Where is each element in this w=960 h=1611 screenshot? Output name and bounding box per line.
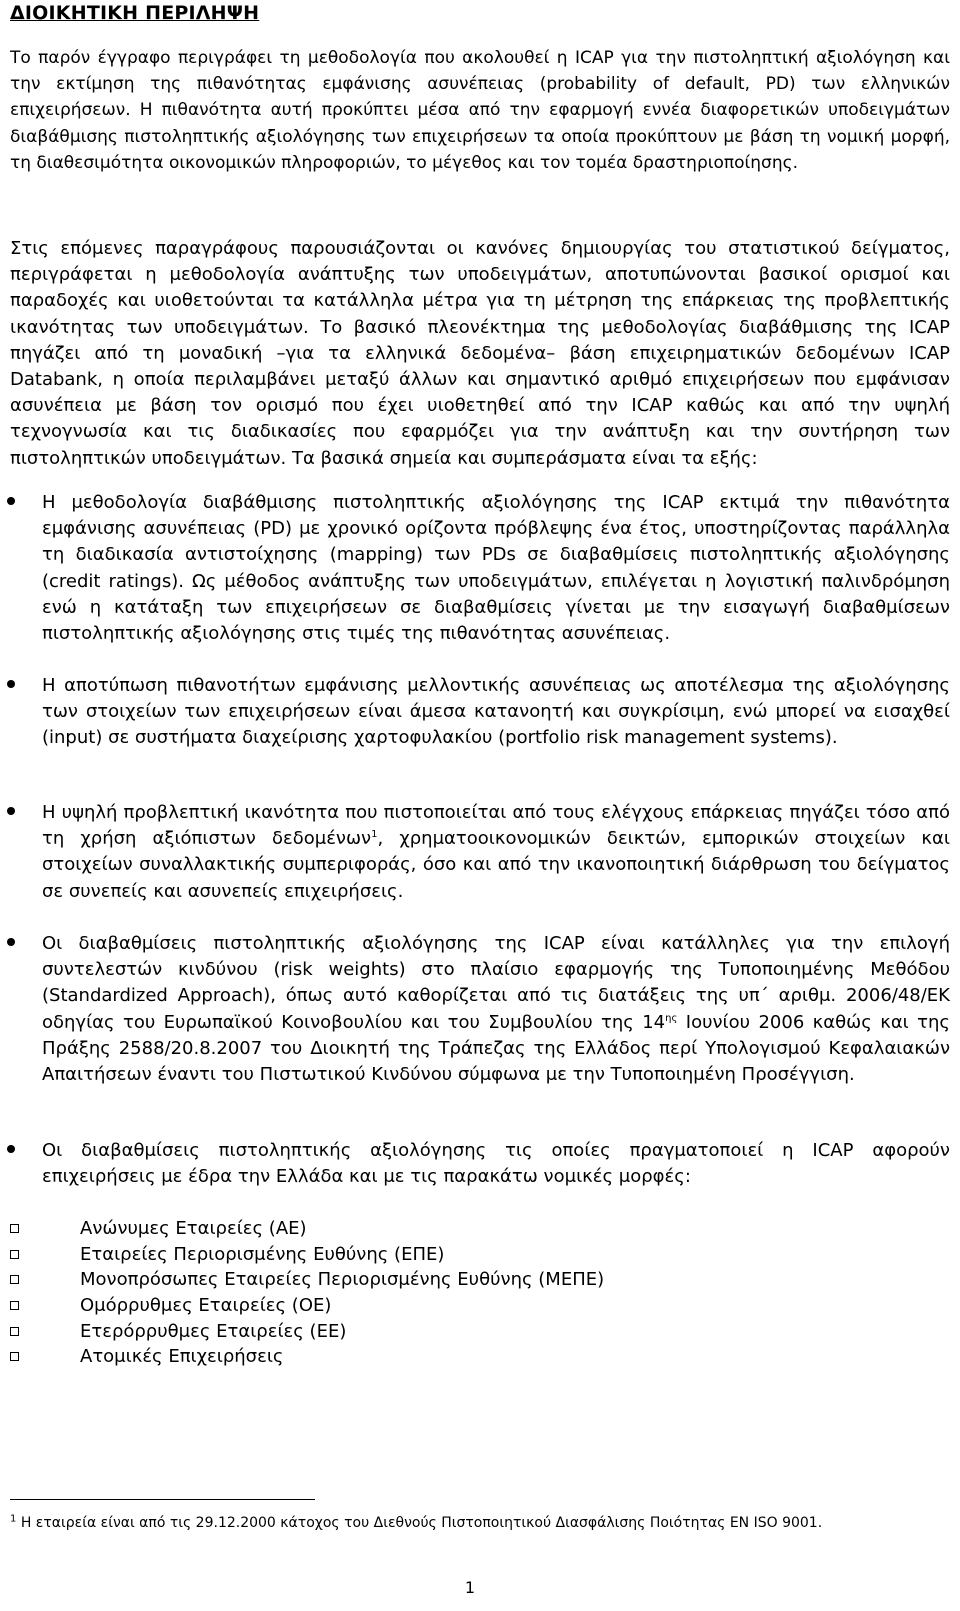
list-item-label: Μονοπρόσωπες Εταιρείες Περιορισμένης Ευθύνης (ΜΕΠΕ) (80, 1269, 605, 1291)
checkbox-bullet-icon (10, 1250, 19, 1259)
page-title: ΔΙΟΙΚΗΤΙΚΗ ΠΕΡΙΛΗΨΗ (10, 2, 260, 24)
methodology-paragraph: Στις επόμενες παραγράφους παρουσιάζονται οι κανόνες δημιουργίας του στατιστικού δείγματος, περιγράφεται η μεθοδολογία ανάπτυξης των υποδειγμάτων, αποτυπώνονται βασικοί ορισμοί και παραδοχές και υιοθετούνται τα κατάλληλα μέτρα για τη μέτρηση της επάρκειας της προβλεπτικής ικανότητας των υποδειγμάτων. Το βασικό πλεονέκτημα της μεθοδολογίας διαβάθμισης της ICAP πηγάζει από τη μοναδική –για τα ελληνικά δεδομένα– βάση επιχειρηματικών δεδομένων ICAP Databank, η οποία περιλαμβάνει μεταξύ άλλων και σημαντικό αριθμό επιχειρήσεων που εμφάνισαν ασυνέπεια με βάση τον ορισμό που έχει υιοθετηθεί από την ICAP καθώς και από την υψηλή τεχνογνωσία και τις διαδικασίες που εφαρμόζει για την ανάπτυξη και την συντήρηση των πιστοληπτικών υποδειγμάτων. Τα βασικά σημεία και συμπεράσματα είναι τα εξής: (10, 238, 950, 469)
list-item (10, 1267, 950, 1293)
list-item (10, 1319, 950, 1345)
bullet-text: Η μεθοδολογία διαβάθμισης πιστοληπτικής αξιολόγησης της ICAP εκτιμά την πιθανότητα εμφάνισης ασυνέπειας (PD) με χρονικό ορίζοντα πρόβλεψης ένα έτος, υποστηρίζοντας παράλληλα τη διαδικασία αντιστοίχησης (mapping) των PDs σε διαβαθμίσεις πιστοληπτικής αξιολόγησης (credit ratings). Ως μέθοδος ανάπτυξης των υποδειγμάτων, επιλέγεται η λογιστική παλινδρόμηση ενώ η κατάταξη των επιχειρήσεων σε διαβαθμίσεις γίνεται με την εισαγωγή διαβαθμίσεων πιστοληπτικής αξιολόγησης στις τιμές της πιθανότητας ασυνέπειας. (42, 492, 950, 645)
footnote-reference: 1 (371, 829, 378, 841)
bullet-dot-icon (7, 1145, 15, 1153)
bullet-text (42, 931, 950, 1088)
intro-paragraph: Το παρόν έγγραφο περιγράφει τη μεθοδολογία που ακολουθεί η ICAP για την πιστοληπτική αξιολόγηση και την εκτίμηση της πιθανότητας εμφάνισης ασυνέπειας (probability of default, PD) των ελληνικών επιχειρήσεων. Η πιθανότητα αυτή προκύπτει μέσα από την εφαρμογή εννέα διαφορετικών υποδειγμάτων διαβάθμισης πιστοληπτικής αξιολόγησης των επιχειρήσεων τα οποία προκύπτουν με βάση τη νομική μορφή, τη διαθεσιμότητα οικονομικών πληροφοριών, το μέγεθος και τον τομέα δραστηριοποίησης. (10, 48, 950, 173)
list-item (10, 1293, 950, 1319)
checkbox-bullet-icon (10, 1327, 19, 1336)
bullet-text-part: Οι διαβαθμίσεις πιστοληπτικής αξιολόγησης της ICAP είναι κατάλληλες για την επιλογή συντελεστών κινδύνου (risk weights) στο πλαίσιο εφαρμογής της Τυποποιημένης Μεθόδου (Standardized Approach), όπως αυτό καθορίζεται από τις διατάξεις της υπ΄ αριθμ. 2006/48/ΕΚ οδηγίας του Ευρωπαϊκού Κοινοβουλίου και του Συμβουλίου της 14 (42, 933, 950, 1033)
bullet-text-part: Ιουνίου 2006 καθώς και της Πράξης 2588/20.8.2007 του Διοικητή της Τράπεζας της Ελλάδος περί Υπολογισμού Κεφαλαιακών Απαιτήσεων έναντι του Πιστωτικού Κινδύνου σύμφωνα με την Τυποποιημένη Προσέγγιση. (42, 1011, 950, 1086)
checkbox-bullet-icon (10, 1224, 19, 1233)
footnote-divider (10, 1499, 315, 1500)
list-item-label: Ετερόρρυθμες Εταιρείες (ΕΕ) (80, 1320, 347, 1342)
checkbox-bullet-icon (10, 1275, 19, 1284)
list-item (10, 1216, 950, 1242)
list-item-label: Εταιρείες Περιορισμένης Ευθύνης (ΕΠΕ) (80, 1243, 445, 1265)
footnote-text: Η εταιρεία είναι από τις 29.12.2000 κάτοχος του Διεθνούς Πιστοποιητικού Διασφάλισης Ποιότητας EN ISO 9001. (16, 1515, 823, 1531)
bullet-text-part: Η υψηλή προβλεπτική ικανότητα που πιστοποιείται από τους ελέγχους επάρκειας πηγάζει τόσο από τη χρήση αξιόπιστων δεδομένων (42, 802, 950, 850)
bullet-text (42, 800, 950, 905)
checkbox-bullet-icon (10, 1352, 19, 1361)
legal-forms-list (10, 1216, 950, 1370)
bullet-dot-icon (7, 680, 15, 688)
bullet-dot-icon (7, 497, 15, 505)
bullet-dot-icon (7, 938, 15, 946)
bullet-text: Οι διαβαθμίσεις πιστοληπτικής αξιολόγησης τις οποίες πραγματοποιεί η ICAP αφορούν επιχειρήσεις με έδρα την Ελλάδα και με τις παρακάτω νομικές μορφές: (42, 1140, 950, 1188)
list-item-label: Ατομικές Επιχειρήσεις (80, 1346, 284, 1368)
list-item (10, 1344, 950, 1370)
footnote (10, 1514, 822, 1532)
page-number: 1 (464, 1578, 476, 1597)
list-item-label: Ανώνυμες Εταιρείες (ΑΕ) (80, 1218, 307, 1239)
bullet-text-part: , χρηματοοικονομικών δεικτών, εμπορικών στοιχείων και στοιχείων συναλλακτικής συμπεριφοράς, όσο και από την ικανοποιητική διάρθρωση του δείγματος σε συνεπείς και ασυνεπείς επιχειρήσεις. (42, 828, 950, 902)
bullet-text: Η αποτύπωση πιθανοτήτων εμφάνισης μελλοντικής ασυνέπειας ως αποτέλεσμα της αξιολόγησης των στοιχείων των επιχειρήσεων είναι άμεσα κατανοητή και συγκρίσιμη, ενώ μπορεί να εισαχθεί (input) σε συστήματα διαχείρισης χαρτοφυλακίου (portfolio risk management systems). (42, 675, 950, 749)
list-item (10, 1242, 950, 1268)
footnote-marker: 1 (10, 1513, 17, 1525)
list-item-label: Ομόρρυθμες Εταιρείες (ΟΕ) (80, 1295, 332, 1317)
bullet-dot-icon (7, 807, 15, 815)
ordinal-suffix: ης (665, 1012, 678, 1024)
checkbox-bullet-icon (10, 1301, 19, 1310)
